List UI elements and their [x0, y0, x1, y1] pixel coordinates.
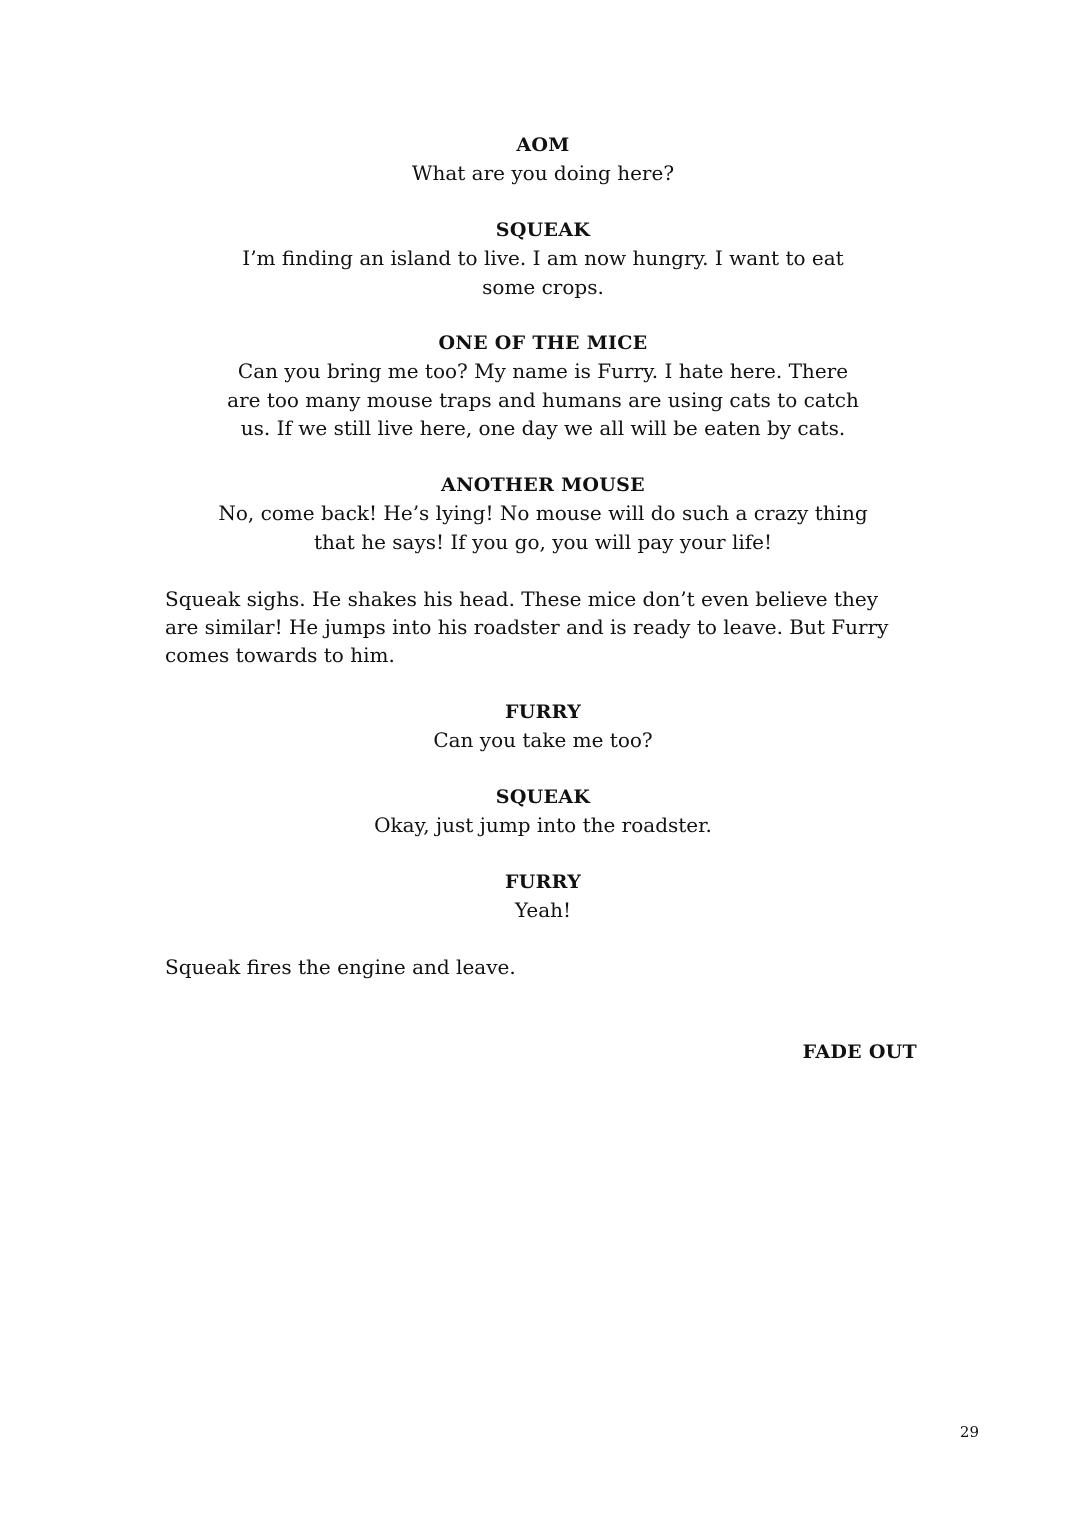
dialogue-line: are too many mouse traps and humans are using cats to catch [227, 387, 859, 412]
dialogue-line: Can you bring me too? My name is Furry. I hate here. There [237, 359, 849, 383]
dialogue-block-one-of-the-mice [200, 329, 886, 443]
character-name: ANOTHER MOUSE [441, 474, 645, 496]
dialogue-block-squeak [200, 783, 886, 840]
character-name: ONE OF THE MICE [438, 332, 648, 354]
action-line: Squeak sighs. He shakes his head. These mice don’t even believe they [165, 587, 879, 611]
action-line: Squeak fires the engine and leave. [165, 955, 516, 979]
character-name: SQUEAK [495, 786, 591, 808]
dialogue-block-furry [200, 868, 886, 925]
dialogue-block-another-mouse [200, 471, 886, 556]
dialogue-line: some crops. [482, 274, 604, 299]
dialogue-block-squeak [200, 216, 886, 301]
character-name: AOM [516, 134, 570, 156]
dialogue-line: Yeah! [514, 898, 572, 922]
page-number: 29 [959, 1423, 979, 1441]
dialogue-line: What are you doing here? [411, 161, 675, 185]
dialogue-line: us. If we still live here, one day we all will be eaten by cats. [240, 416, 846, 440]
character-name: SQUEAK [495, 219, 591, 241]
dialogue-block-aom [200, 131, 886, 188]
action-line: are similar! He jumps into his roadster and is ready to leave. But Furry [165, 615, 889, 639]
dialogue-line: that he says! If you go, you will pay your life! [313, 529, 773, 554]
action-line: comes towards to him. [165, 643, 395, 667]
character-name: FURRY [504, 871, 582, 893]
dialogue-line: No, come back! He’s lying! No mouse will do such a crazy thing [218, 501, 868, 525]
dialogue-line: I’m finding an island to live. I am now hungry. I want to eat [242, 246, 844, 270]
dialogue-line: Okay, just jump into the roadster. [374, 813, 712, 837]
transition-fade-out: FADE OUT [802, 1041, 917, 1063]
character-name: FURRY [504, 701, 582, 723]
dialogue-line: Can you take me too? [433, 728, 653, 752]
dialogue-block-furry [200, 698, 886, 755]
